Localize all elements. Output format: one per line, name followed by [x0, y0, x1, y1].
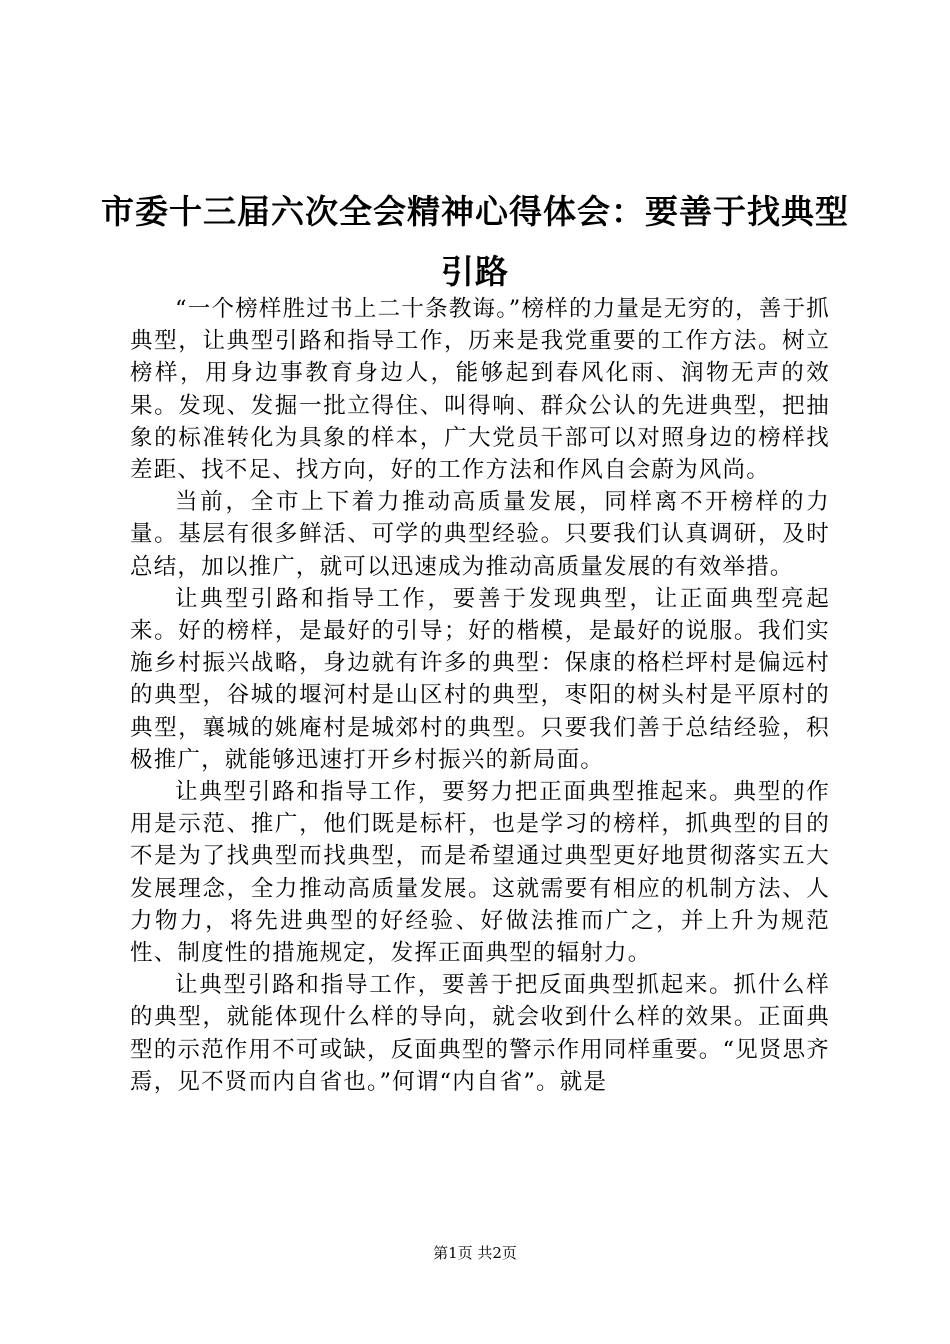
- document-body: [130, 293, 830, 1098]
- paragraph: 让典型引路和指导工作，要善于发现典型，让正面典型亮起来。好的榜样，是最好的引导；好的楷模，是最好的说服。我们实施乡村振兴战略，身边就有许多的典型：保康的格栏坪村是偏远村的典型，谷城的堰河村是山区村的典型，枣阳的树头村是平原村的典型，襄城的姚庵村是城郊村的典型。只要我们善于总结经验，积极推广，就能够迅速打开乡村振兴的新局面。: [130, 585, 830, 773]
- paragraph: “一个榜样胜过书上二十条教诲。”榜样的力量是无穷的，善于抓典型，让典型引路和指导工作，历来是我党重要的工作方法。树立榜样，用身边事教育身边人，能够起到春风化雨、润物无声的效果。发现、发掘一批立得住、叫得响、群众公认的先进典型，把抽象的标准转化为具象的样本，广大党员干部可以对照身边的榜样找差距、找不足、找方向，好的工作方法和作风自会蔚为风尚。: [130, 296, 830, 484]
- paragraph: 让典型引路和指导工作，要善于把反面典型抓起来。抓什么样的典型，就能体现什么样的导向，就会收到什么样的效果。正面典型的示范作用不可或缺，反面典型的警示作用同样重要。“见贤思齐焉，见不贤而内自省也。”何谓“内自省”。就是: [130, 972, 831, 1095]
- document-title: 市委十三届六次全会精神心得体会：要善于找典型引路: [101, 192, 849, 292]
- page-number-footer: 第1页 共2页: [433, 1244, 517, 1262]
- paragraph: 当前，全市上下着力推动高质量发展，同样离不开榜样的力量。基层有很多鲜活、可学的典型经验。只要我们认真调研，及时总结，加以推广，就可以迅速成为推动高质量发展的有效举措。: [130, 489, 830, 580]
- paragraph: 让典型引路和指导工作，要努力把正面典型推起来。典型的作用是示范、推广，他们既是标杆，也是学习的榜样，抓典型的目的不是为了找典型而找典型，而是希望通过典型更好地贯彻落实五大发展理念，全力推动高质量发展。这就需要有相应的机制方法、人力物力，将先进典型的好经验、好做法推而广之，并上升为规范性、制度性的措施规定，发挥正面典型的辐射力。: [130, 779, 830, 967]
